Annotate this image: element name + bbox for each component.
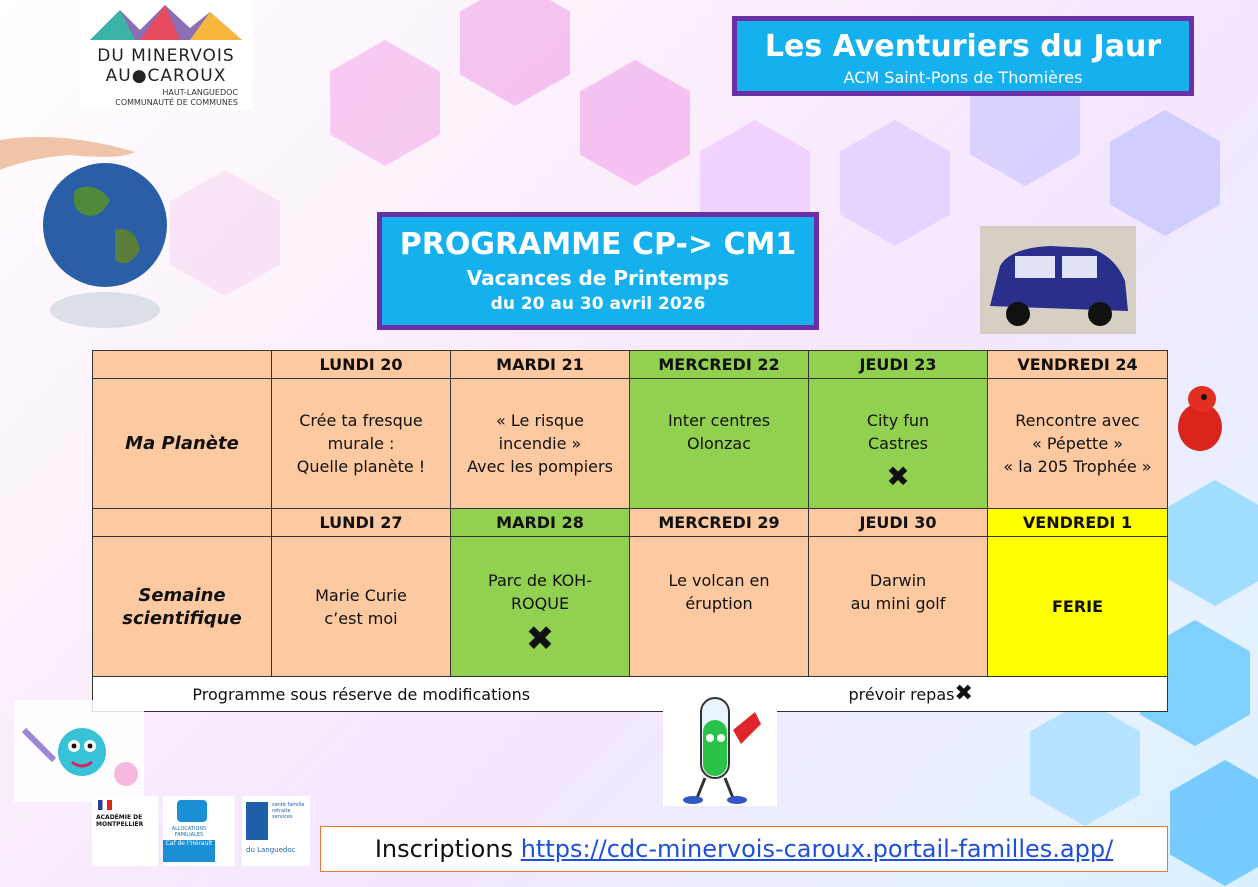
program-dates: du 20 au 30 avril 2026 bbox=[490, 294, 706, 314]
earth-hand-illustration bbox=[0, 110, 180, 340]
decor-hexagon bbox=[840, 120, 950, 246]
msa-text-2: du Languedoc bbox=[246, 846, 296, 854]
caf-logo bbox=[163, 796, 235, 866]
activity-line: Rencontre avec bbox=[1015, 411, 1140, 430]
day-header: MARDI 28 bbox=[451, 509, 630, 537]
activity-line: Olonzac bbox=[687, 434, 751, 453]
activity-line: « Pépette » bbox=[1031, 434, 1124, 453]
activity-line: au mini golf bbox=[850, 594, 946, 613]
page-subtitle: ACM Saint-Pons de Thomières bbox=[843, 68, 1083, 87]
activity-line: Quelle planète ! bbox=[296, 457, 426, 476]
caf-emblem-icon bbox=[177, 800, 207, 822]
fork-knife-icon: ✖ bbox=[886, 460, 910, 493]
activity-line: Parc de KOH- bbox=[488, 571, 592, 590]
inscriptions-label: Inscriptions bbox=[374, 835, 514, 863]
activity-line: murale : bbox=[327, 434, 395, 453]
day-header: VENDREDI 24 bbox=[988, 351, 1168, 379]
week2-label-line: scientifique bbox=[122, 607, 242, 629]
inscriptions-link[interactable]: https://cdc-minervois-caroux.portail-familles.app/ bbox=[520, 835, 1114, 863]
activity-cell bbox=[630, 537, 809, 677]
activity-line: FERIE bbox=[1051, 597, 1104, 616]
page-title: Les Aventuriers du Jaur bbox=[764, 29, 1162, 64]
msa-emblem-icon bbox=[246, 802, 268, 840]
activity-line: Avec les pompiers bbox=[467, 457, 613, 476]
logo-line-3: HAUT-LANGUEDOC bbox=[162, 88, 238, 97]
activity-cell bbox=[451, 379, 630, 509]
logo-line-4: COMMUNAUTÉ DE COMMUNES bbox=[115, 98, 238, 107]
day-header: LUNDI 20 bbox=[272, 351, 451, 379]
day-header: JEUDI 30 bbox=[809, 509, 988, 537]
week1-label: Ma Planète bbox=[93, 379, 272, 509]
header-empty-cell bbox=[93, 351, 272, 379]
activity-cell bbox=[809, 537, 988, 677]
academie-logo bbox=[92, 796, 158, 866]
inscriptions-box bbox=[320, 826, 1168, 872]
activity-line: « la 205 Trophée » bbox=[1003, 457, 1152, 476]
car-drawing-image bbox=[980, 226, 1136, 334]
program-banner bbox=[377, 212, 819, 330]
activity-cell bbox=[272, 379, 451, 509]
decor-hexagon bbox=[1110, 110, 1220, 236]
meal-note-text: prévoir repas bbox=[848, 685, 955, 704]
day-header: LUNDI 27 bbox=[272, 509, 451, 537]
week2-label-line: Semaine bbox=[138, 584, 226, 606]
day-header: MARDI 21 bbox=[451, 351, 630, 379]
activity-cell bbox=[630, 379, 809, 509]
caf-text-1: ALLOCATIONS FAMILIALES bbox=[171, 826, 207, 838]
logo-line-2: AU●CAROUX bbox=[105, 66, 227, 86]
activity-cell bbox=[809, 379, 988, 509]
fork-knife-icon: ✖ bbox=[525, 619, 555, 659]
test-tube-mascot-image bbox=[663, 690, 777, 806]
meal-note bbox=[809, 677, 1168, 712]
car-icon bbox=[980, 226, 1136, 334]
activity-cell bbox=[272, 537, 451, 677]
activity-cell bbox=[988, 379, 1168, 509]
decor-hexagon bbox=[170, 170, 280, 296]
mountain-logo-icon bbox=[80, 0, 252, 48]
activity-line: Marie Curie bbox=[315, 585, 407, 605]
horse-icon bbox=[1170, 383, 1230, 459]
week1-header-row bbox=[93, 351, 1168, 379]
logo-line-1: DU MINERVOIS bbox=[97, 46, 235, 66]
activity-line: ROQUE bbox=[510, 594, 570, 613]
decor-hexagon bbox=[580, 60, 690, 186]
activity-line: « Le risque bbox=[496, 411, 584, 430]
schedule-table bbox=[92, 350, 1168, 712]
week2-label bbox=[93, 537, 272, 677]
activity-line: éruption bbox=[685, 594, 753, 613]
activity-line: Darwin bbox=[869, 571, 927, 590]
caf-text-2: Caf de l'Hérault bbox=[163, 840, 215, 862]
day-header: VENDREDI 1 bbox=[988, 509, 1168, 537]
community-logo bbox=[80, 0, 252, 110]
week2-header-row bbox=[93, 509, 1168, 537]
decor-hexagon bbox=[1160, 480, 1258, 606]
activity-cell bbox=[988, 537, 1168, 677]
decor-hexagon bbox=[1170, 760, 1258, 886]
day-header: MERCREDI 22 bbox=[630, 351, 809, 379]
activity-line: c’est moi bbox=[324, 608, 398, 628]
activity-line: Castres bbox=[868, 434, 928, 453]
decor-hexagon bbox=[1030, 700, 1140, 826]
activity-line: Inter centres bbox=[667, 411, 771, 430]
week1-activities-row bbox=[93, 379, 1168, 509]
french-flag-icon bbox=[98, 800, 112, 810]
activity-line: Le volcan en bbox=[668, 571, 770, 590]
red-horse-plush-image bbox=[1170, 383, 1230, 459]
fork-knife-icon: ✖ bbox=[954, 681, 973, 706]
footer-row bbox=[93, 677, 1168, 712]
msa-logo bbox=[242, 796, 310, 866]
program-period: Vacances de Printemps bbox=[466, 266, 730, 290]
notice-text: Programme sous réserve de modifications bbox=[93, 677, 630, 712]
header-empty-cell bbox=[93, 509, 272, 537]
day-header: MERCREDI 29 bbox=[630, 509, 809, 537]
activity-line: Crée ta fresque bbox=[299, 411, 423, 430]
test-tube-icon bbox=[663, 690, 777, 806]
week2-activities-row bbox=[93, 537, 1168, 677]
program-title: PROGRAMME CP-> CM1 bbox=[399, 227, 797, 262]
msa-text-1: santé famille retraite services bbox=[272, 802, 305, 820]
lab-monster-image bbox=[14, 700, 144, 802]
decor-hexagon bbox=[460, 0, 570, 106]
decor-hexagon bbox=[330, 40, 440, 166]
day-header: JEUDI 23 bbox=[809, 351, 988, 379]
academie-text: ACADÉMIE DE MONTPELLIER bbox=[96, 814, 144, 828]
title-banner bbox=[732, 16, 1194, 96]
activity-cell bbox=[451, 537, 630, 677]
activity-line: City fun bbox=[866, 411, 930, 430]
activity-line: incendie » bbox=[498, 434, 582, 453]
monster-icon bbox=[14, 700, 144, 802]
